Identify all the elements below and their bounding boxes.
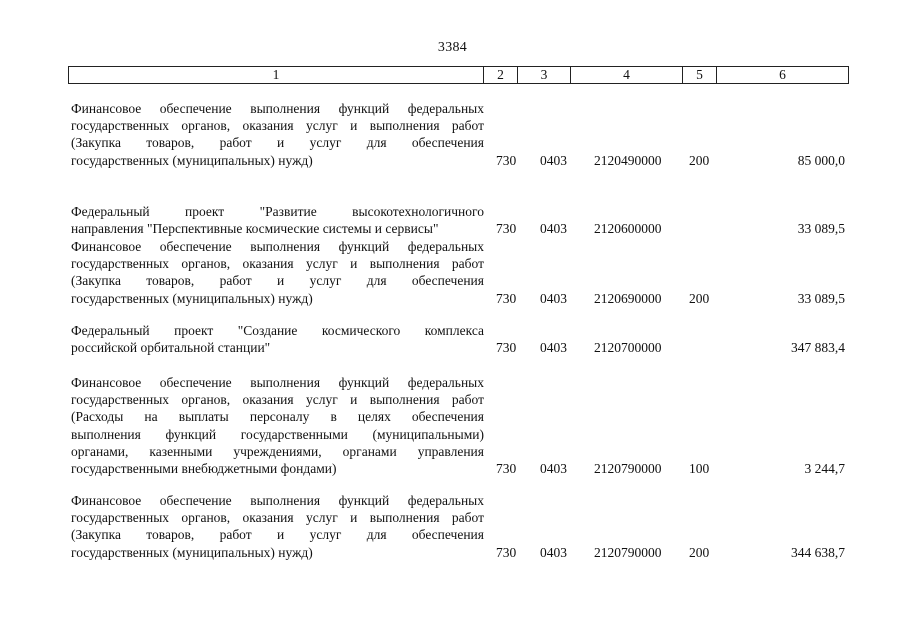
row-code-section: 0403: [540, 221, 567, 237]
description-line: (Закупка товаров, работ и услуг для обеспечения: [71, 135, 484, 151]
column-header-2: 2: [484, 67, 518, 84]
row-code-section: 0403: [540, 152, 567, 168]
description-line: государственных органов, оказания услуг и выполнения работ: [71, 392, 484, 408]
row-code-admin: 730: [496, 544, 517, 560]
row-code-admin: 730: [496, 461, 517, 476]
row-code-admin: 730: [496, 152, 517, 168]
description-line: Финансовое обеспечение выполнения функций федеральных: [71, 239, 484, 254]
description-line: направления "Перспективные космические системы и сервисы": [71, 221, 439, 237]
row-amount: 33 089,5: [797, 290, 845, 306]
description-line: (Расходы на выплаты персоналу в целях обеспечения: [71, 409, 484, 425]
row-code-expense-type: 100: [689, 461, 710, 476]
row-code-admin: 730: [496, 221, 517, 237]
column-header-5: 5: [683, 67, 717, 84]
description-line: Финансовое обеспечение выполнения функций федеральных: [71, 101, 484, 116]
row-code-expense-type: 200: [689, 544, 710, 560]
row-amount: 344 638,7: [791, 544, 845, 560]
description-line: Финансовое обеспечение выполнения функций федеральных: [71, 375, 484, 390]
row-code-admin: 730: [496, 340, 517, 356]
description-line: государственных органов, оказания услуг и выполнения работ: [71, 510, 484, 526]
description-line: государственными внебюджетными фондами): [71, 460, 337, 476]
row-code-target: 2120700000: [594, 340, 662, 356]
row-amount: 33 089,5: [797, 221, 845, 237]
description-line: Федеральный проект "Развитие высокотехнологичного: [71, 204, 484, 219]
row-code-target: 2120490000: [594, 152, 662, 168]
row-description: [71, 374, 484, 477]
row-description: [71, 238, 484, 307]
description-line: государственных (муниципальных) нужд): [71, 152, 313, 168]
row-amount: 85 000,0: [797, 152, 845, 168]
row-code-target: 2120790000: [594, 461, 662, 476]
row-code-target: 2120600000: [594, 221, 662, 237]
description-line: (Закупка товаров, работ и услуг для обеспечения: [71, 273, 484, 289]
description-line: российской орбитальной станции": [71, 340, 271, 356]
column-header-1: 1: [69, 67, 484, 84]
row-code-target: 2120790000: [594, 544, 662, 560]
row-code-section: 0403: [540, 544, 567, 560]
row-amount: 347 883,4: [791, 340, 845, 356]
row-code-section: 0403: [540, 290, 567, 306]
row-description: [71, 492, 484, 561]
page-number: 3384: [437, 40, 468, 55]
column-header-3: 3: [518, 67, 571, 84]
description-line: Финансовое обеспечение выполнения функций федеральных: [71, 493, 484, 508]
row-description: [71, 203, 484, 237]
description-line: государственных органов, оказания услуг и выполнения работ: [71, 118, 484, 134]
row-code-section: 0403: [540, 461, 567, 476]
row-code-target: 2120690000: [594, 290, 662, 306]
description-line: органами, казенными учреждениями, органами управления: [71, 443, 484, 459]
description-line: (Закупка товаров, работ и услуг для обеспечения: [71, 527, 484, 543]
description-line: государственных (муниципальных) нужд): [71, 544, 313, 560]
description-line: Федеральный проект "Создание космического комплекса: [71, 323, 484, 338]
row-description: [71, 322, 484, 356]
row-code-expense-type: 200: [689, 290, 710, 306]
row-description: [71, 100, 484, 169]
description-line: государственных (муниципальных) нужд): [71, 290, 313, 306]
column-header-4: 4: [571, 67, 683, 84]
row-amount: 3 244,7: [804, 461, 845, 476]
row-code-section: 0403: [540, 340, 567, 356]
description-line: выполнения функций государственными (муниципальными): [71, 426, 484, 442]
row-code-admin: 730: [496, 290, 517, 306]
row-code-expense-type: 200: [689, 152, 710, 168]
column-header-6: 6: [717, 67, 849, 84]
description-line: государственных органов, оказания услуг и выполнения работ: [71, 256, 484, 272]
